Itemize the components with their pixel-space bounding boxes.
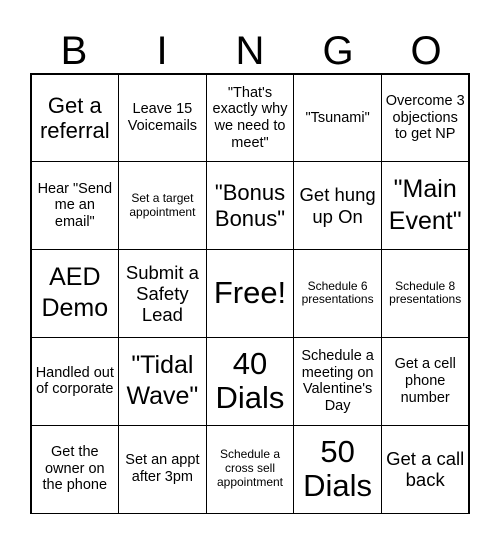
header-letter-i: I [156,29,168,73]
bingo-cell[interactable]: Hear "Send me an email" [31,161,120,250]
bingo-free-cell[interactable]: Free! [206,249,295,338]
bingo-cell[interactable]: AED Demo [31,249,120,338]
bingo-cell[interactable]: "That's exactly why we need to meet" [206,74,295,163]
bingo-cell[interactable]: Schedule 8 presentations [381,249,470,338]
header-letter-o: O [410,29,442,73]
header-letter-n: N [235,29,265,73]
bingo-cell[interactable]: Get a cell phone number [381,337,470,426]
header-letter-g: G [322,29,354,73]
header-letter-b: B [60,29,88,73]
bingo-cell[interactable]: "Main Event" [381,161,470,250]
bingo-cell[interactable]: 50 Dials [293,425,382,514]
bingo-cell[interactable]: Get a call back [381,425,470,514]
bingo-card [30,73,470,514]
bingo-cell[interactable]: Schedule a cross sell appointment [206,425,295,514]
bingo-cell[interactable]: "Tidal Wave" [118,337,207,426]
bingo-cell[interactable]: Get hung up On [293,161,382,250]
bingo-cell[interactable]: Overcome 3 objections to get NP [381,74,470,163]
bingo-cell[interactable]: Get a referral [31,74,120,163]
bingo-cell[interactable]: Schedule 6 presentations [293,249,382,338]
bingo-cell[interactable]: Handled out of corporate [31,337,120,426]
bingo-cell[interactable]: Set a target appointment [118,161,207,250]
bingo-cell[interactable]: Submit a Safety Lead [118,249,207,338]
bingo-header [30,22,470,80]
bingo-cell[interactable]: "Tsunami" [293,74,382,163]
bingo-cell[interactable]: "Bonus Bonus" [206,161,295,250]
bingo-cell[interactable]: Leave 15 Voicemails [118,74,207,163]
bingo-cell[interactable]: Set an appt after 3pm [118,425,207,514]
bingo-cell[interactable]: Schedule a meeting on Valentine's Day [293,337,382,426]
bingo-cell[interactable]: Get the owner on the phone [31,425,120,514]
bingo-cell[interactable]: 40 Dials [206,337,295,426]
